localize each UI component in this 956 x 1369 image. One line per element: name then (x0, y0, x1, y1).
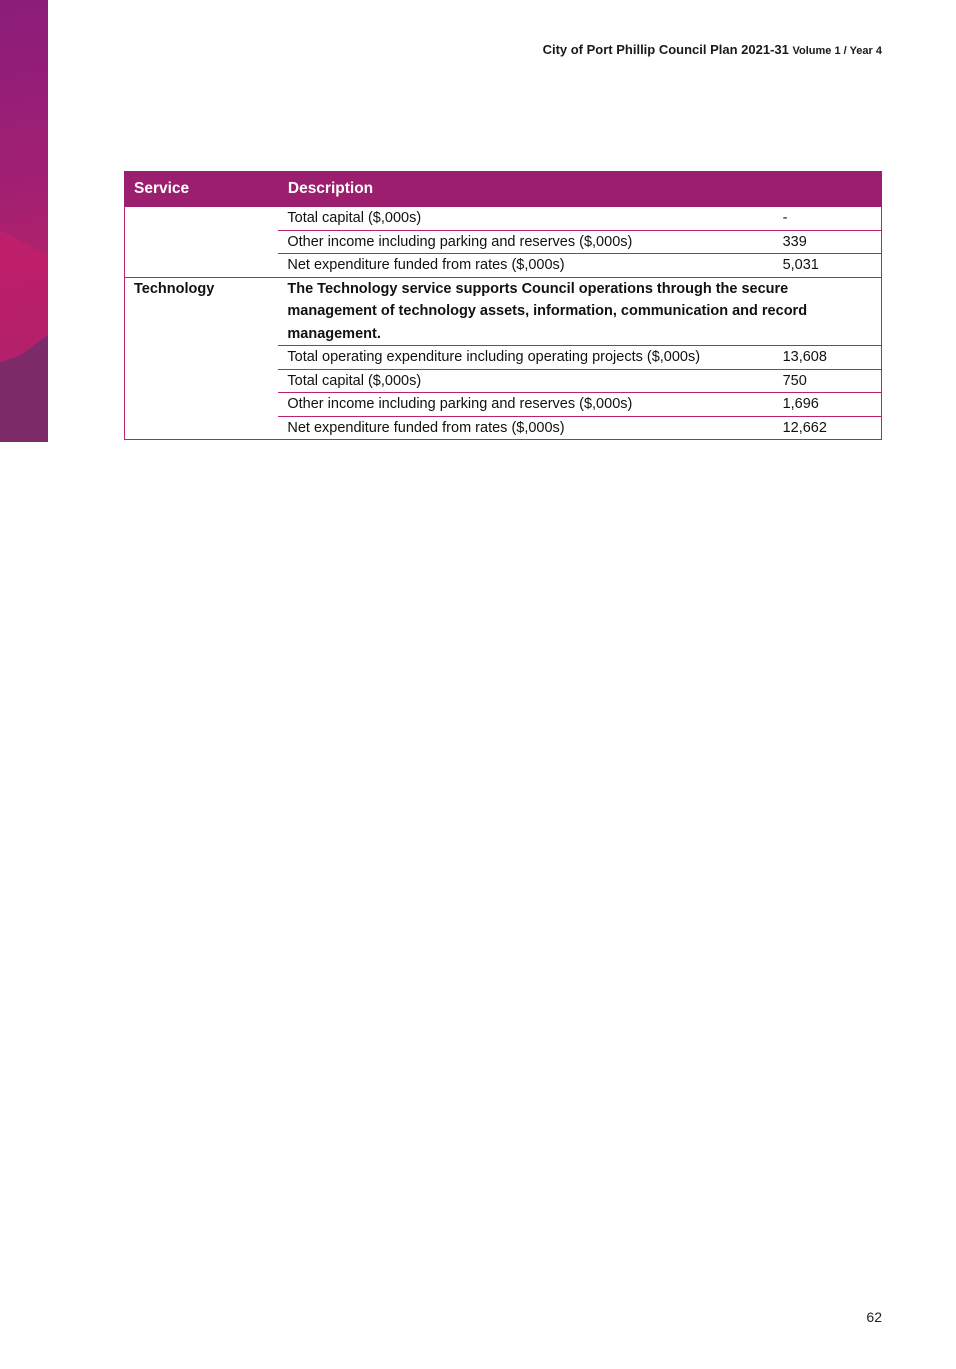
row-label: Net expenditure funded from rates ($,000s) (278, 254, 773, 278)
side-decoration-band (0, 0, 48, 442)
services-table (124, 171, 882, 440)
table-row (125, 277, 882, 346)
service-column-header: Service (125, 172, 279, 207)
table-header-row (125, 172, 882, 207)
document-header (543, 42, 882, 57)
row-value: 5,031 (774, 254, 882, 278)
row-label: Total operating expenditure including operating projects ($,000s) (278, 346, 773, 370)
table-row (125, 207, 882, 231)
row-label: Total capital ($,000s) (278, 369, 773, 393)
row-value: 1,696 (774, 393, 882, 417)
document-title: City of Port Phillip Council Plan 2021-31 (542, 42, 789, 57)
row-label: Other income including parking and reserves ($,000s) (278, 230, 773, 254)
row-value: 339 (774, 230, 882, 254)
service-name-technology: Technology (125, 277, 279, 440)
service-cell-continued (125, 207, 279, 278)
row-label: Other income including parking and reserves ($,000s) (278, 393, 773, 417)
row-label: Total capital ($,000s) (278, 207, 773, 231)
page-number: 62 (866, 1309, 882, 1325)
row-label: Net expenditure funded from rates ($,000s) (278, 416, 773, 440)
row-value: 750 (774, 369, 882, 393)
row-value: 13,608 (774, 346, 882, 370)
row-value: - (774, 207, 882, 231)
description-column-header: Description (278, 172, 881, 207)
row-value: 12,662 (774, 416, 882, 440)
service-description: The Technology service supports Council operations through the secure management of technology assets, information, communication and record management. (278, 277, 881, 346)
document-volume: Volume 1 / Year 4 (792, 45, 882, 57)
